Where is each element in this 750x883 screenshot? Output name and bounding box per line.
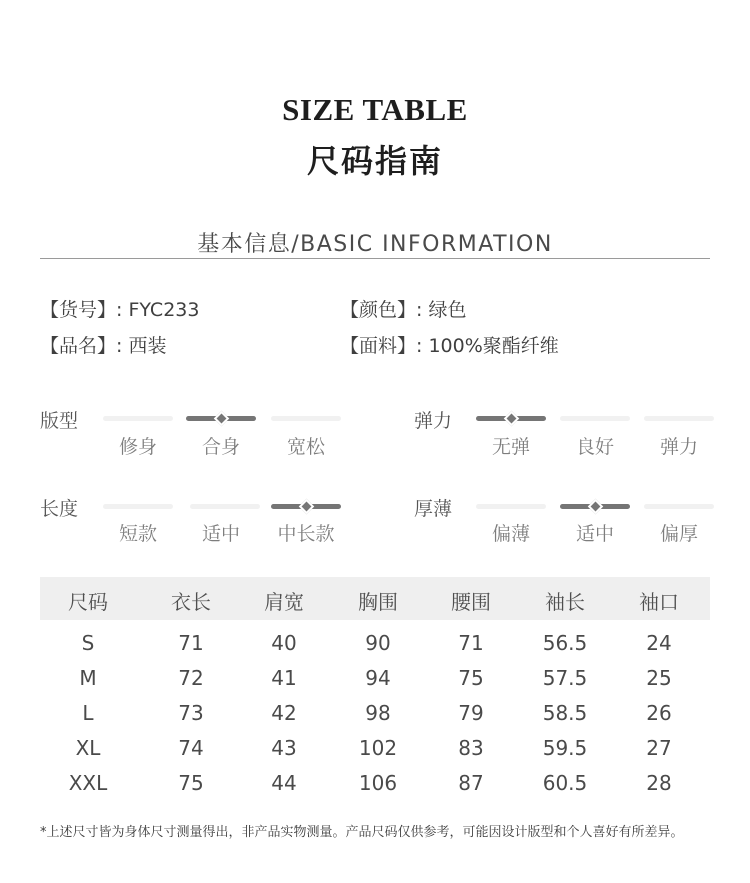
- attr-thickness-label: 厚薄: [414, 498, 453, 520]
- attr-thickness-option-3: 偏厚: [659, 523, 698, 545]
- attr-elasticity-option-2: 良好: [575, 436, 614, 458]
- attr-elasticity-option-3: 弹力: [659, 436, 698, 458]
- table-cell-cuff: 25: [646, 666, 672, 690]
- table-header-cuff: 袖口: [639, 590, 679, 614]
- attr-thickness-bar-3: [644, 504, 714, 509]
- attr-fit-option-3: 宽松: [286, 436, 325, 458]
- attr-length-bar-1: [103, 504, 173, 509]
- table-cell-size: XL: [75, 736, 101, 760]
- table-cell-cuff: 24: [646, 631, 672, 655]
- table-cell-length: 72: [178, 666, 204, 690]
- table-cell-shoulder: 40: [271, 631, 297, 655]
- attr-fit-bar-2: [186, 416, 256, 421]
- attr-elasticity-bar-2: [560, 416, 630, 421]
- selected-marker-icon: [588, 499, 604, 515]
- attr-thickness-option-1: 偏薄: [491, 523, 530, 545]
- table-cell-shoulder: 42: [271, 701, 297, 725]
- attr-fit-option-2: 合身: [201, 436, 240, 458]
- attr-thickness-bar-2: [560, 504, 630, 509]
- attr-length-bar-2: [190, 504, 260, 509]
- attr-thickness-bar-1: [476, 504, 546, 509]
- table-cell-size: M: [79, 666, 97, 690]
- attr-length-option-3: 中长款: [277, 523, 335, 545]
- table-header-size: 尺码: [68, 590, 108, 614]
- attr-thickness-option-2: 适中: [575, 523, 614, 545]
- section-divider: [40, 258, 710, 259]
- attr-elasticity-label: 弹力: [414, 410, 453, 432]
- attr-fit-option-1: 修身: [118, 436, 157, 458]
- table-cell-shoulder: 43: [271, 736, 297, 760]
- table-cell-length: 74: [178, 736, 204, 760]
- table-cell-sleeve: 58.5: [542, 701, 588, 725]
- table-cell-size: S: [81, 631, 95, 655]
- table-cell-chest: 106: [358, 771, 398, 795]
- selected-marker-icon: [214, 411, 230, 427]
- selected-marker-icon: [504, 411, 520, 427]
- table-cell-waist: 75: [458, 666, 484, 690]
- attr-length-option-2: 适中: [201, 523, 240, 545]
- table-header-shoulder: 肩宽: [264, 590, 304, 614]
- disclaimer-note: *上述尺寸皆为身体尺寸测量得出，非产品实物测量。产品尺码仅供参考，可能因设计版型和个人喜好有所差异。: [40, 825, 684, 840]
- table-cell-waist: 87: [458, 771, 484, 795]
- info-item-no: 【货号】: FYC233: [40, 299, 200, 321]
- attr-length-bar-3: [271, 504, 341, 509]
- table-cell-sleeve: 59.5: [542, 736, 588, 760]
- table-cell-sleeve: 60.5: [542, 771, 588, 795]
- table-cell-cuff: 26: [646, 701, 672, 725]
- table-cell-length: 75: [178, 771, 204, 795]
- selected-marker-icon: [299, 499, 315, 515]
- table-header-sleeve: 袖长: [545, 590, 585, 614]
- title-en: SIZE TABLE: [282, 92, 468, 127]
- attr-elasticity-bar-3: [644, 416, 714, 421]
- info-fabric: 【面料】: 100%聚酯纤维: [340, 335, 559, 357]
- table-cell-chest: 94: [365, 666, 391, 690]
- title-cn: 尺码指南: [306, 142, 443, 180]
- table-cell-chest: 90: [365, 631, 391, 655]
- table-cell-size: L: [82, 701, 94, 725]
- attr-length-option-1: 短款: [118, 523, 157, 545]
- attr-elasticity-bar-1: [476, 416, 546, 421]
- table-cell-chest: 102: [358, 736, 398, 760]
- attr-fit-label: 版型: [40, 410, 79, 432]
- table-cell-waist: 71: [458, 631, 484, 655]
- table-cell-shoulder: 41: [271, 666, 297, 690]
- table-header-waist: 腰围: [451, 590, 491, 614]
- table-cell-length: 71: [178, 631, 204, 655]
- table-cell-waist: 83: [458, 736, 484, 760]
- table-cell-waist: 79: [458, 701, 484, 725]
- table-cell-cuff: 27: [646, 736, 672, 760]
- table-cell-chest: 98: [365, 701, 391, 725]
- table-cell-sleeve: 56.5: [542, 631, 588, 655]
- table-cell-shoulder: 44: [271, 771, 297, 795]
- table-header-length: 衣长: [171, 590, 211, 614]
- attr-elasticity-option-1: 无弹: [491, 436, 530, 458]
- attr-fit-bar-3: [271, 416, 341, 421]
- attr-fit-bar-1: [103, 416, 173, 421]
- info-color: 【颜色】: 绿色: [340, 299, 467, 321]
- attr-length-label: 长度: [40, 498, 79, 520]
- table-cell-sleeve: 57.5: [542, 666, 588, 690]
- table-cell-length: 73: [178, 701, 204, 725]
- table-cell-size: XXL: [68, 771, 108, 795]
- table-cell-cuff: 28: [646, 771, 672, 795]
- table-header-chest: 胸围: [358, 590, 398, 614]
- info-name: 【品名】: 西装: [40, 335, 167, 357]
- section-title: 基本信息/BASIC INFORMATION: [197, 232, 553, 257]
